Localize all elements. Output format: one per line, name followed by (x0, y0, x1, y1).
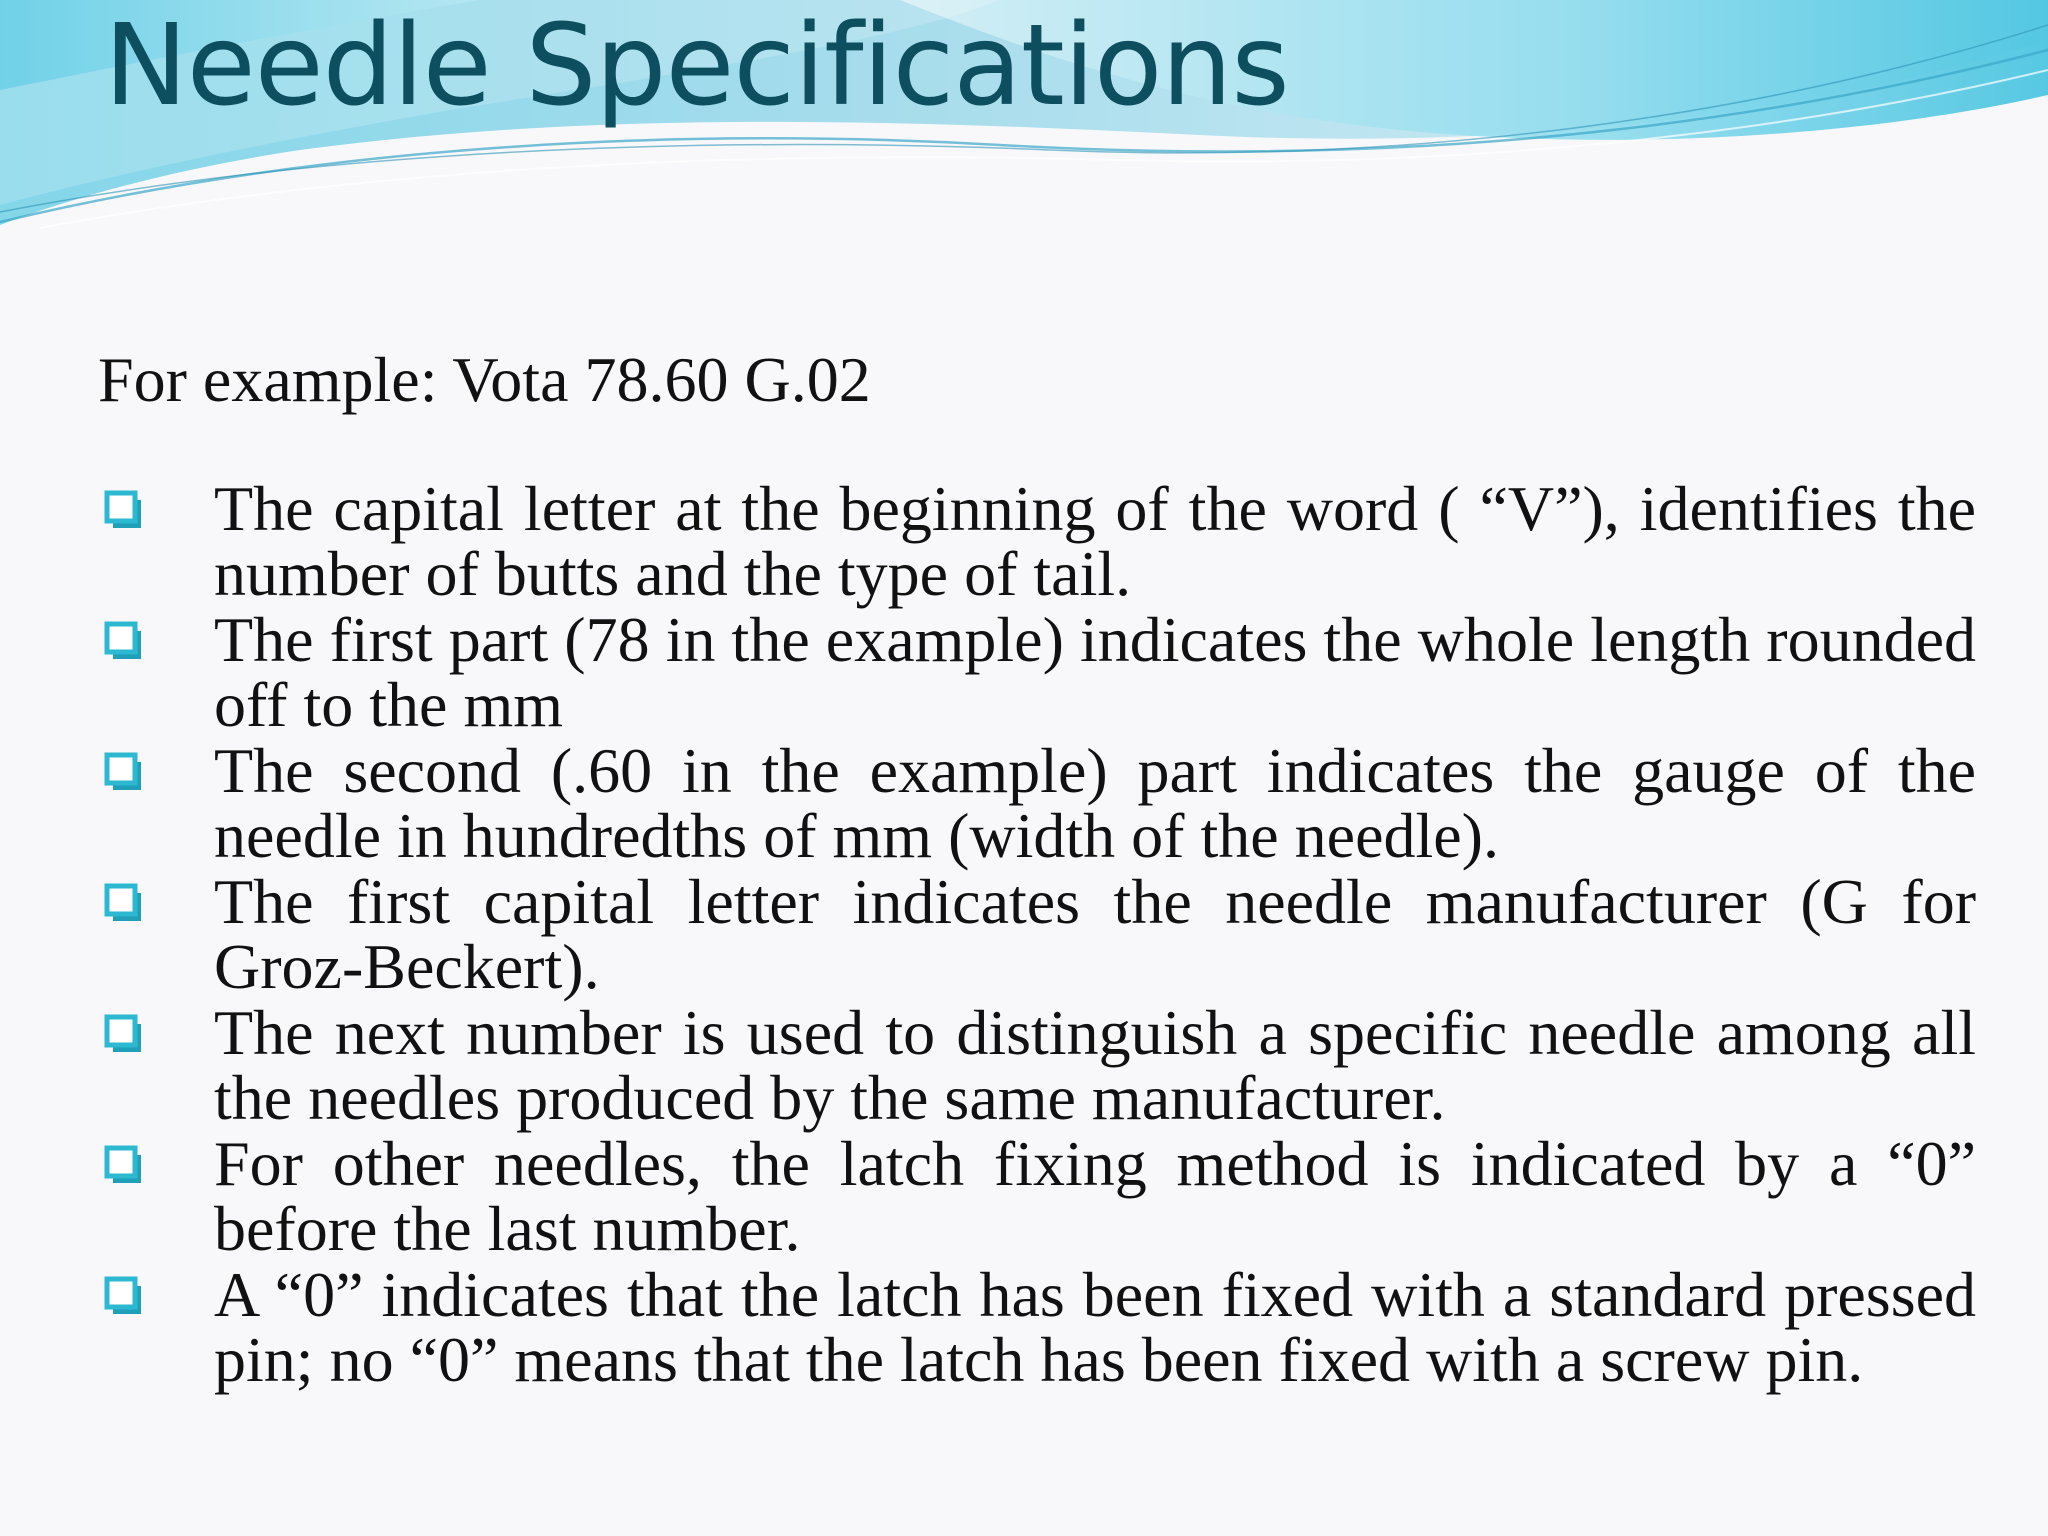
checkbox-icon (104, 752, 144, 792)
bullet-text: For other needles, the latch fixing method is indicated by a “0” before the last number. (214, 1128, 1976, 1264)
bullet-list (100, 473, 1976, 1395)
slide-title: Needle Specifications (104, 1, 1289, 131)
checkbox-icon (104, 883, 144, 923)
bullet-text: The second (.60 in the example) part indicates the gauge of the needle in hundredths of mm (width of the needle). (214, 735, 1976, 871)
bullet-text: The next number is used to distinguish a specific needle among all the needles produced by the same manufacturer. (214, 997, 1976, 1133)
bullet-text: The first capital letter indicates the needle manufacturer (G for Groz-Beckert). (214, 866, 1976, 1002)
list-item (100, 866, 1976, 1002)
bullet-text: The capital letter at the beginning of the word ( “V”), identifies the number of butts and the type of tail. (214, 473, 1976, 609)
list-item (100, 473, 1976, 609)
list-item (100, 604, 1976, 740)
checkbox-icon (104, 490, 144, 530)
list-item (100, 735, 1976, 871)
bullet-text: The first part (78 in the example) indicates the whole length rounded off to the mm (214, 604, 1976, 740)
checkbox-icon (104, 1145, 144, 1185)
checkbox-icon (104, 621, 144, 661)
list-item (100, 1259, 1976, 1395)
bullet-text: A “0” indicates that the latch has been fixed with a standard pressed pin; no “0” means that the latch has been fixed with a screw pin. (214, 1259, 1976, 1395)
intro-example: For example: Vota 78.60 G.02 (98, 344, 871, 415)
checkbox-icon (104, 1014, 144, 1054)
list-item (100, 1128, 1976, 1264)
list-item (100, 997, 1976, 1133)
checkbox-icon (104, 1276, 144, 1316)
